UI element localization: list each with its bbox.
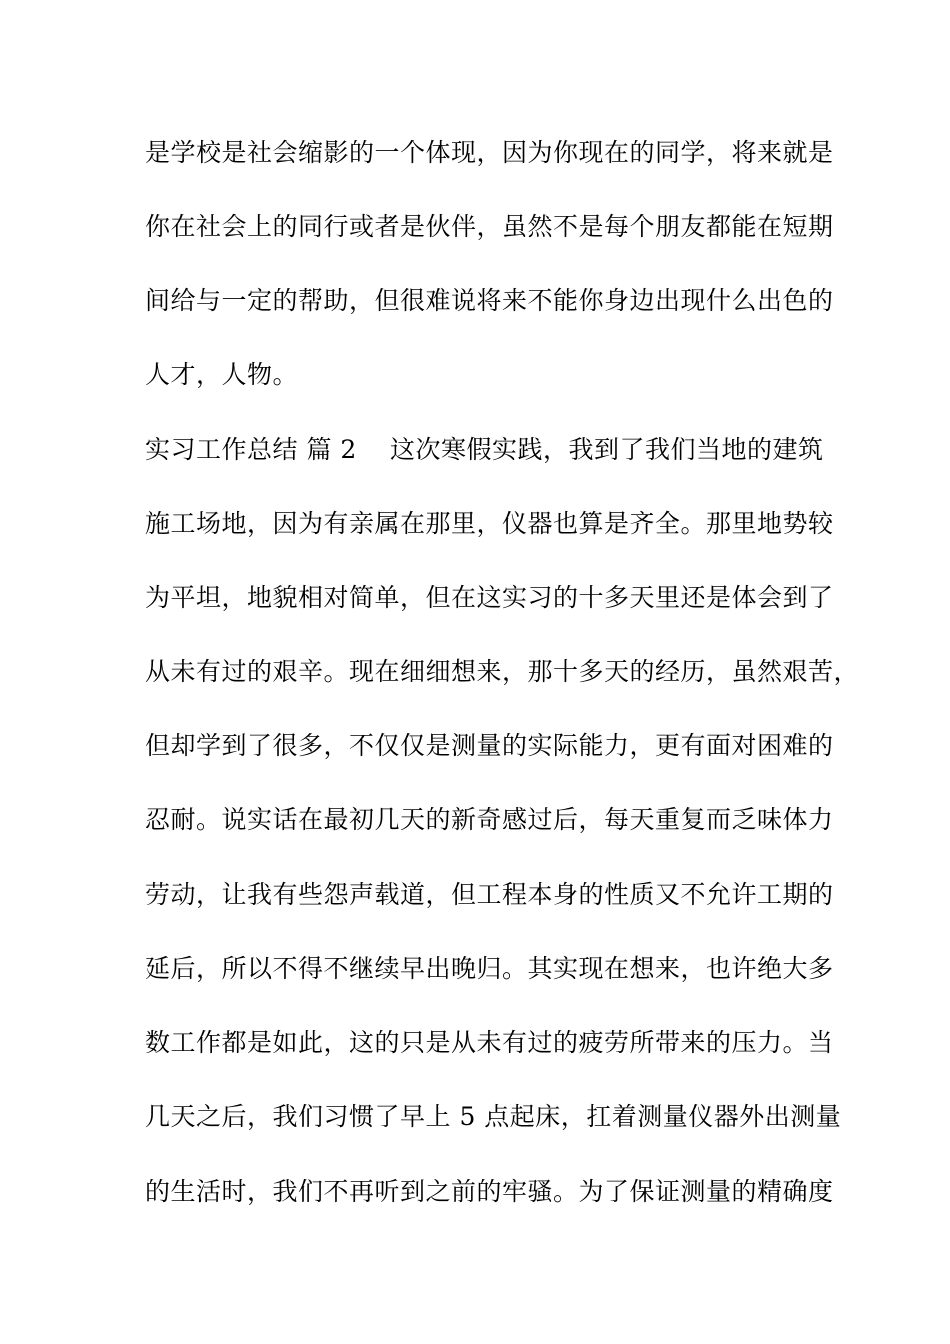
text-line: 但却学到了很多，不仅仅是测量的实际能力，更有面对困难的 [145, 731, 834, 760]
text-line: 延后，所以不得不继续早出晚归。其实现在想来，也许绝大多 [145, 954, 834, 983]
text-line: 从未有过的艰辛。现在细细想来，那十多天的经历，虽然艰苦， [145, 657, 860, 686]
text-line: 几天之后，我们习惯了早上 5 点起床，扛着测量仪器外出测量 [145, 1102, 842, 1131]
text-line: 是学校是社会缩影的一个体现，因为你现在的同学，将来就是 [145, 138, 834, 167]
text-line: 劳动，让我有些怨声载道，但工程本身的性质又不允许工期的 [145, 880, 834, 909]
text-line: 你在社会上的同行或者是伙伴，虽然不是每个朋友都能在短期 [145, 212, 834, 241]
text-line: 这次寒假实践，我到了我们当地的建筑 [390, 435, 824, 464]
text-line: 数工作都是如此，这的只是从未有过的疲劳所带来的压力。当 [145, 1028, 834, 1057]
text-line: 为平坦，地貌相对简单，但在这实习的十多天里还是体会到了 [145, 583, 834, 612]
text-line: 间给与一定的帮助，但很难说将来不能你身边出现什么出色的 [145, 286, 834, 315]
text-line: 的生活时，我们不再听到之前的牢骚。为了保证测量的精确度 [145, 1177, 834, 1206]
section-heading: 实习工作总结 篇 2 [145, 435, 357, 464]
text-line: 人才，人物。 [145, 360, 299, 389]
text-line: 忍耐。说实话在最初几天的新奇感过后，每天重复而乏味体力 [145, 805, 834, 834]
text-line: 施工场地，因为有亲属在那里，仪器也算是齐全。那里地势较 [145, 509, 834, 538]
section-heading-line [145, 430, 845, 470]
